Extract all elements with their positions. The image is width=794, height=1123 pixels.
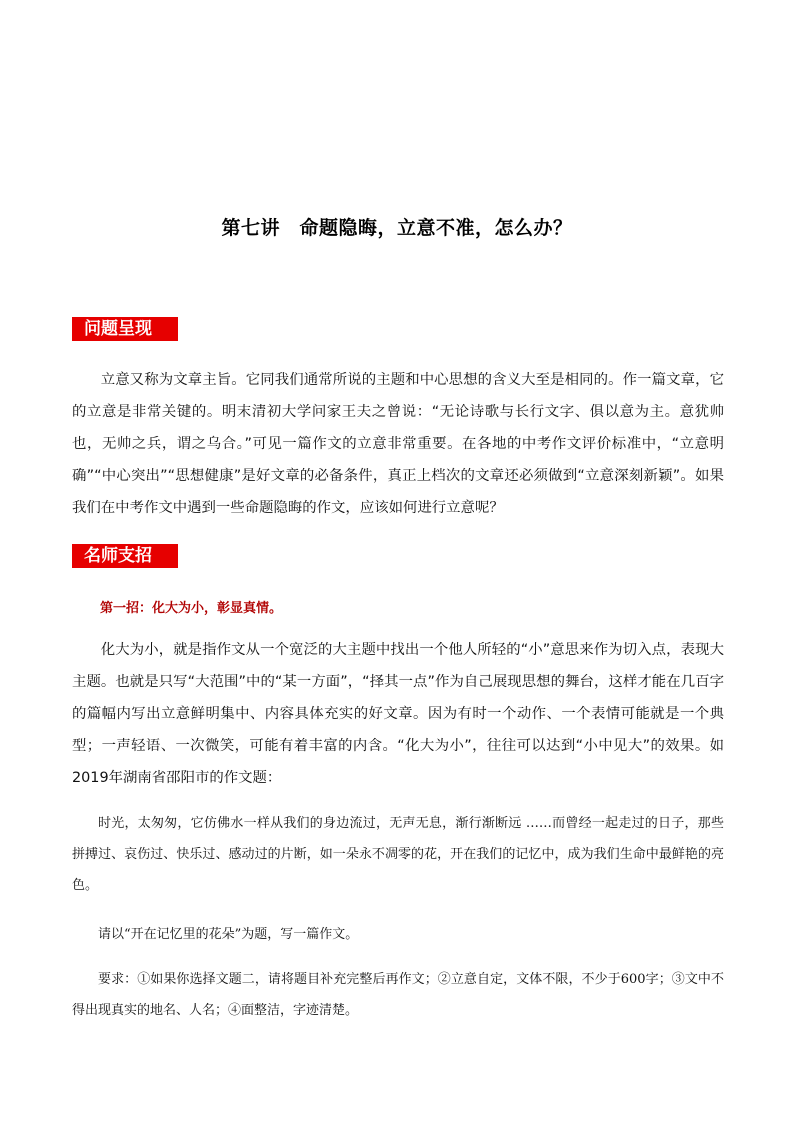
lecture-title: 第七讲 命题隐晦，立意不准，怎么办？ <box>221 217 573 239</box>
section-tag-tips: 名师支招 <box>72 544 178 568</box>
exam-prompt-text: 时光，太匆匆，它仿佛水一样从我们的身边流过，无声无息，渐行渐断远 ……而曾经一起走过的日子，那些拼搏过、哀伤过、快乐过、感动过的片断，如一朵永不凋零的花，开在我们的记忆中，成为我们生命中最鲜艳的亮色。 <box>72 816 724 893</box>
section-tag-problem: 问题呈现 <box>72 317 178 341</box>
tips-paragraph: 化大为小，就是指作文从一个宽泛的大主题中找出一个他人所轻的“小”意思来作为切入点，表现大主题。也就是只写“大范围”中的“某一方面”，“择其一点”作为自己展现思想的舞台，这样才能在几百字的篇幅内写出立意鲜明集中、内容具体充实的好文章。因为有时一个动作、一个表情可能就是一个典型；一声轻语、一次微笑，可能有着丰富的内含。“化大为小”，往往可以达到“小中见大”的效果。如2019年湖南省邵阳市的作文题： <box>72 642 724 786</box>
first-move-heading: 第一招：化大为小，彰显真情。 <box>100 601 283 616</box>
exam-instruction: 请以“开在记忆里的花朵”为题，写一篇作文。 <box>98 927 359 942</box>
exam-requirements: 要求：①如果你选择文题二，请将题目补充完整后再作文；②立意自定，文体不限，不少于600字；③文中不得出现真实的地名、人名；④面整洁，字迹清楚。 <box>72 972 724 1018</box>
problem-paragraph: 立意又称为文章主旨。它同我们通常所说的主题和中心思想的含义大至是相同的。作一篇文章，它的立意是非常关键的。明末清初大学问家王夫之曾说：“无论诗歌与长行文字、俱以意为主。意犹帅也，无帅之兵，谓之乌合。”可见一篇作文的立意非常重要。在各地的中考作文评价标准中，“立意明确”“中心突出”“思想健康”是好文章的必备条件，真正上档次的文章还必须做到“立意深刻新颖”。如果我们在中考作文中遇到一些命题隐晦的作文，应该如何进行立意呢？ <box>72 372 724 516</box>
